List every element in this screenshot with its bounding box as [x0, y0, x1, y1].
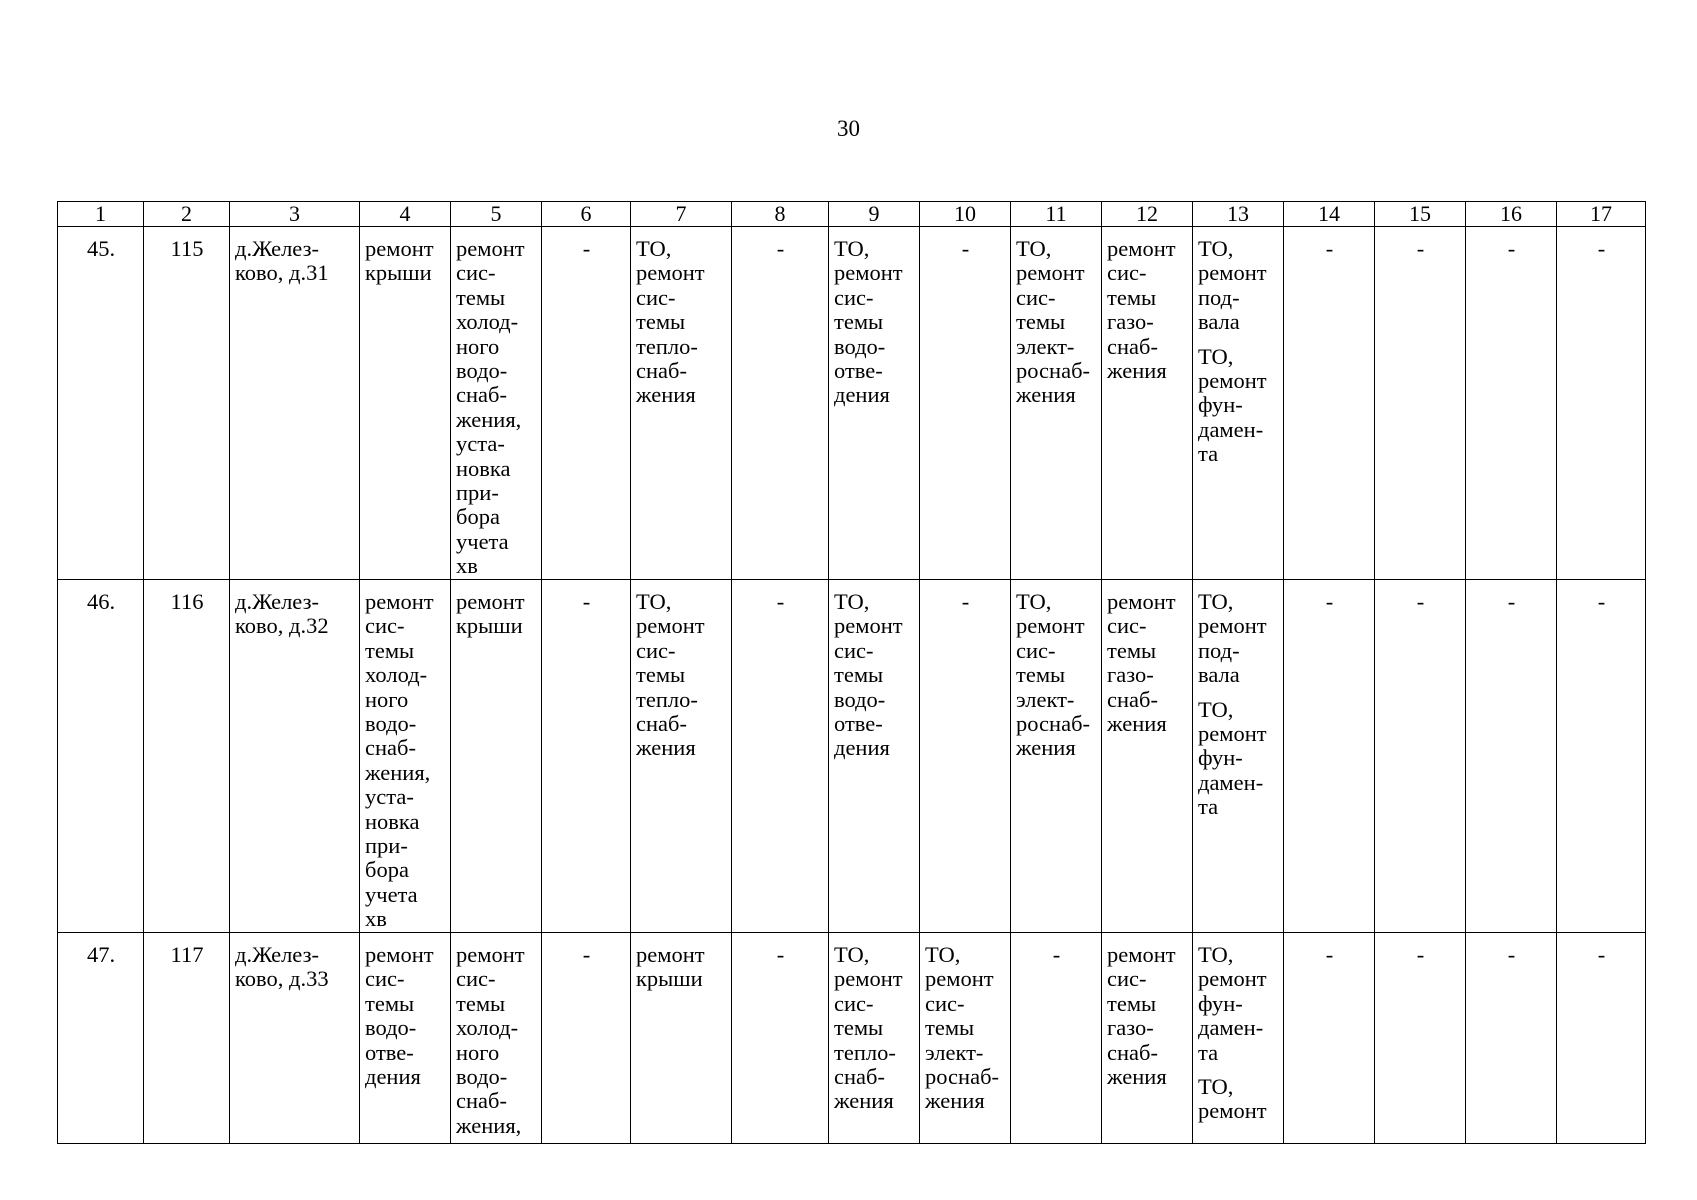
cell-text: - — [1597, 942, 1606, 967]
cell-text: роснаб- — [1016, 358, 1091, 384]
cell-text: жения — [925, 1088, 985, 1114]
cell-text: ремонт — [1016, 260, 1085, 286]
cell-text: уста- — [456, 431, 505, 457]
cell-text: ТО, — [834, 589, 870, 614]
cell-text: отве- — [834, 711, 883, 737]
cell-text: темы — [1016, 309, 1066, 335]
cell-text: фун- — [1198, 990, 1243, 1016]
cell-text: хв — [365, 906, 387, 932]
cell-text: жения, — [456, 406, 522, 432]
cell-text: ремонт — [456, 942, 525, 967]
table-cell-col-9 — [829, 227, 920, 580]
cell-text: ТО, — [925, 942, 961, 967]
cell-text: сис- — [365, 613, 405, 639]
cell-text: жения — [636, 735, 696, 761]
cell-text: ТО, — [1198, 696, 1234, 722]
table-cell-col-13 — [1193, 227, 1284, 580]
cell-text: 115 — [170, 236, 204, 261]
table-cell-col-14 — [1284, 933, 1375, 1144]
cell-text: ремонт — [636, 613, 705, 639]
cell-text: дения — [365, 1064, 421, 1090]
column-header-16: 16 — [1466, 202, 1557, 227]
cell-text: ремонт — [365, 589, 434, 614]
cell-text: газо- — [1107, 309, 1154, 335]
cell-text: бора — [365, 857, 409, 883]
table-cell-col-8 — [732, 227, 829, 580]
cell-text: крыши — [636, 966, 703, 992]
cell-text: сис- — [365, 966, 405, 992]
column-header-11: 11 — [1011, 202, 1102, 227]
cell-text: ремонт — [1198, 260, 1267, 286]
cell-text: фун- — [1198, 392, 1243, 418]
cell-text: газо- — [1107, 1015, 1154, 1041]
cell-text: холод- — [365, 662, 428, 688]
cell-text: под- — [1198, 637, 1240, 663]
table-cell-col-17 — [1557, 580, 1646, 933]
cell-text: - — [1507, 589, 1516, 614]
table-cell-col-3 — [230, 227, 360, 580]
cell-text: темы — [1016, 662, 1066, 688]
table-cell-col-1 — [58, 580, 144, 933]
cell-text: жения — [834, 1088, 894, 1114]
column-header-4: 4 — [360, 202, 451, 227]
cell-text: темы — [636, 662, 686, 688]
table-cell-col-2 — [144, 580, 230, 933]
cell-text: хв — [456, 553, 478, 579]
cell-text: - — [1052, 942, 1061, 967]
table-cell-col-16 — [1466, 580, 1557, 933]
cell-text: жения — [1107, 1064, 1167, 1090]
cell-text: снаб- — [1107, 333, 1158, 359]
table-cell-col-10 — [920, 580, 1011, 933]
cell-text: элект- — [925, 1039, 984, 1065]
cell-text: - — [582, 236, 591, 261]
cell-text: - — [776, 589, 785, 614]
cell-text: ремонт — [1198, 613, 1267, 639]
cell-text: снаб- — [456, 382, 507, 408]
cell-text: учета — [365, 881, 418, 907]
table-cell-col-7 — [631, 933, 732, 1144]
cell-text: водо- — [365, 1015, 417, 1041]
table-cell-col-1 — [58, 227, 144, 580]
cell-text: ремонт — [1107, 589, 1176, 614]
cell-text: крыши — [365, 260, 432, 286]
cell-text: отве- — [365, 1039, 414, 1065]
cell-text: - — [1325, 236, 1334, 261]
cell-text: - — [1325, 589, 1334, 614]
header-row — [58, 202, 1646, 227]
cell-text: ТО, — [636, 589, 672, 614]
column-header-8: 8 — [732, 202, 829, 227]
cell-text: - — [1416, 942, 1425, 967]
cell-text: тепло- — [636, 333, 698, 359]
cell-text: темы — [1107, 990, 1157, 1016]
column-header-7: 7 — [631, 202, 732, 227]
table-row — [58, 933, 1646, 1144]
table-cell-col-12 — [1102, 933, 1193, 1144]
cell-text: ремонт — [834, 966, 903, 992]
table-cell-col-6 — [542, 933, 631, 1144]
cell-text: 46. — [86, 589, 116, 614]
cell-text: сис- — [456, 966, 496, 992]
cell-text: элект- — [1016, 686, 1075, 712]
cell-text: водо- — [456, 1064, 508, 1090]
repair-schedule-table — [57, 201, 1646, 1144]
cell-text: вала — [1198, 662, 1240, 688]
cell-text: сис- — [1107, 966, 1147, 992]
cell-text: сис- — [1107, 260, 1147, 286]
cell-text: крыши — [456, 613, 523, 639]
table-cell-col-17 — [1557, 933, 1646, 1144]
cell-text: жения — [1107, 358, 1167, 384]
column-header-5: 5 — [451, 202, 542, 227]
cell-text: ремонт — [636, 942, 705, 967]
table-cell-col-14 — [1284, 227, 1375, 580]
cell-text: водо- — [834, 333, 886, 359]
cell-text: холод- — [456, 1015, 519, 1041]
cell-text: - — [961, 236, 970, 261]
cell-text: ТО, — [1016, 589, 1052, 614]
cell-text: снаб- — [1107, 686, 1158, 712]
cell-text: ного — [456, 333, 500, 359]
cell-text: фун- — [1198, 745, 1243, 771]
table-cell-col-5 — [451, 227, 542, 580]
cell-text: темы — [925, 1015, 975, 1041]
column-header-9: 9 — [829, 202, 920, 227]
cell-text: при- — [456, 480, 499, 506]
cell-text: темы — [834, 662, 884, 688]
cell-text: - — [1597, 236, 1606, 261]
cell-text: ного — [365, 686, 409, 712]
cell-text: та — [1198, 441, 1219, 467]
cell-text: уста- — [365, 784, 414, 810]
table-cell-col-12 — [1102, 580, 1193, 933]
cell-text: жения — [636, 382, 696, 408]
column-header-3: 3 — [230, 202, 360, 227]
column-header-14: 14 — [1284, 202, 1375, 227]
table-cell-col-10 — [920, 933, 1011, 1144]
cell-text: д.Желез- — [235, 942, 319, 967]
cell-text: - — [1507, 942, 1516, 967]
table-cell-col-17 — [1557, 227, 1646, 580]
cell-text: ремонт — [456, 589, 525, 614]
table-cell-col-7 — [631, 227, 732, 580]
cell-text: ремонт — [1198, 966, 1267, 992]
column-header-1: 1 — [58, 202, 144, 227]
table-cell-col-4 — [360, 227, 451, 580]
cell-text: роснаб- — [1016, 711, 1091, 737]
cell-text: ремонт — [1016, 613, 1085, 639]
table-cell-col-4 — [360, 933, 451, 1144]
table-cell-col-13 — [1193, 933, 1284, 1144]
cell-text: сис- — [1107, 613, 1147, 639]
page-number: 30 — [837, 116, 860, 141]
cell-text: - — [1507, 236, 1516, 261]
table-cell-col-9 — [829, 580, 920, 933]
table-cell-col-6 — [542, 227, 631, 580]
cell-text: д.Желез- — [235, 589, 319, 614]
cell-text: сис- — [1016, 284, 1056, 310]
table-row — [58, 580, 1646, 933]
cell-text: ково, д.31 — [235, 260, 329, 286]
table-cell-col-2 — [144, 933, 230, 1144]
cell-text: ремонт — [834, 260, 903, 286]
cell-text: ремонт — [1107, 236, 1176, 261]
table-body — [58, 227, 1646, 1144]
cell-text: ково, д.33 — [235, 966, 329, 992]
cell-text: 116 — [170, 589, 204, 614]
cell-text: дения — [834, 382, 890, 408]
column-header-12: 12 — [1102, 202, 1193, 227]
cell-text: тепло- — [834, 1039, 896, 1065]
cell-text: снаб- — [365, 735, 416, 761]
column-header-15: 15 — [1375, 202, 1466, 227]
cell-text: сис- — [834, 284, 874, 310]
table-cell-col-15 — [1375, 580, 1466, 933]
table-cell-col-13 — [1193, 580, 1284, 933]
cell-text: ремонт — [1198, 1098, 1267, 1124]
cell-text: темы — [834, 1015, 884, 1041]
cell-text: холод- — [456, 309, 519, 335]
table-cell-col-12 — [1102, 227, 1193, 580]
cell-text: дамен- — [1198, 1015, 1264, 1041]
cell-text: новка — [365, 808, 420, 834]
cell-text: ремонт — [1107, 942, 1176, 967]
cell-text: темы — [365, 637, 415, 663]
cell-text: жения — [1016, 735, 1076, 761]
cell-text: роснаб- — [925, 1064, 1000, 1090]
cell-text: сис- — [925, 990, 965, 1016]
cell-text: водо- — [456, 358, 508, 384]
table-row — [58, 227, 1646, 580]
cell-text: жения — [1107, 711, 1167, 737]
cell-text: жения, — [456, 1112, 522, 1138]
cell-text: ТО, — [1198, 942, 1234, 967]
table-cell-col-7 — [631, 580, 732, 933]
cell-text: снаб- — [834, 1064, 885, 1090]
cell-text: сис- — [636, 284, 676, 310]
table-cell-col-16 — [1466, 227, 1557, 580]
cell-text: ремонт — [925, 966, 994, 992]
cell-text: темы — [636, 309, 686, 335]
column-header-6: 6 — [542, 202, 631, 227]
cell-text: сис- — [456, 260, 496, 286]
cell-text: сис- — [636, 637, 676, 663]
cell-text: снаб- — [636, 358, 687, 384]
column-header-17: 17 — [1557, 202, 1646, 227]
cell-text: 47. — [86, 942, 116, 967]
cell-text: сис- — [834, 637, 874, 663]
cell-text: ТО, — [1198, 343, 1234, 369]
cell-text: вала — [1198, 309, 1240, 335]
cell-text: сис- — [834, 990, 874, 1016]
cell-text: д.Желез- — [235, 236, 319, 261]
table-cell-col-10 — [920, 227, 1011, 580]
cell-text: жения — [1016, 382, 1076, 408]
cell-text: ТО, — [636, 236, 672, 261]
table-cell-col-1 — [58, 933, 144, 1144]
cell-text: ТО, — [1198, 589, 1234, 614]
cell-text: ремонт — [365, 942, 434, 967]
table-cell-col-8 — [732, 580, 829, 933]
cell-text: темы — [1107, 637, 1157, 663]
cell-text: темы — [1107, 284, 1157, 310]
cell-text: новка — [456, 455, 511, 481]
cell-text: ного — [456, 1039, 500, 1065]
column-number-header — [58, 202, 1646, 227]
table-cell-col-3 — [230, 580, 360, 933]
table-cell-col-11 — [1011, 580, 1102, 933]
cell-text: дения — [834, 735, 890, 761]
column-header-13: 13 — [1193, 202, 1284, 227]
cell-text: жения, — [365, 759, 431, 785]
cell-text: 45. — [86, 236, 116, 261]
cell-text: темы — [456, 284, 506, 310]
cell-text: тепло- — [636, 686, 698, 712]
table-cell-col-2 — [144, 227, 230, 580]
cell-text: - — [776, 942, 785, 967]
cell-text: элект- — [1016, 333, 1075, 359]
cell-text: ремонт — [834, 613, 903, 639]
cell-text: - — [1325, 942, 1334, 967]
cell-text: - — [1597, 589, 1606, 614]
cell-text: ремонт — [456, 236, 525, 261]
cell-text: - — [1416, 236, 1425, 261]
table-cell-col-8 — [732, 933, 829, 1144]
cell-text: - — [582, 942, 591, 967]
cell-text: ремонт — [1198, 368, 1267, 394]
cell-text: ремонт — [365, 236, 434, 261]
cell-text: ТО, — [834, 942, 870, 967]
table-cell-col-5 — [451, 933, 542, 1144]
table-cell-col-5 — [451, 580, 542, 933]
cell-text: ремонт — [636, 260, 705, 286]
cell-text: снаб- — [1107, 1039, 1158, 1065]
table-cell-col-16 — [1466, 933, 1557, 1144]
table-cell-col-3 — [230, 933, 360, 1144]
table-cell-col-4 — [360, 580, 451, 933]
cell-text: при- — [365, 833, 408, 859]
cell-text: отве- — [834, 358, 883, 384]
cell-text: ТО, — [1198, 236, 1234, 261]
cell-text: снаб- — [636, 711, 687, 737]
cell-text: та — [1198, 794, 1219, 820]
cell-text: - — [776, 236, 785, 261]
cell-text: ТО, — [1016, 236, 1052, 261]
table-cell-col-11 — [1011, 227, 1102, 580]
table-cell-col-15 — [1375, 227, 1466, 580]
cell-text: снаб- — [456, 1088, 507, 1114]
cell-text: бора — [456, 504, 500, 530]
cell-text: под- — [1198, 284, 1240, 310]
cell-text: - — [1416, 589, 1425, 614]
cell-text: сис- — [1016, 637, 1056, 663]
cell-text: - — [961, 589, 970, 614]
cell-text: 117 — [170, 942, 204, 967]
cell-text: ково, д.32 — [235, 613, 329, 639]
cell-text: учета — [456, 528, 509, 554]
table-cell-col-6 — [542, 580, 631, 933]
cell-text: водо- — [834, 686, 886, 712]
column-header-10: 10 — [920, 202, 1011, 227]
table-cell-col-15 — [1375, 933, 1466, 1144]
cell-text: дамен- — [1198, 769, 1264, 795]
cell-text: темы — [365, 990, 415, 1016]
cell-text: водо- — [365, 711, 417, 737]
table-cell-col-14 — [1284, 580, 1375, 933]
table-cell-col-9 — [829, 933, 920, 1144]
cell-text: темы — [456, 990, 506, 1016]
cell-text: газо- — [1107, 662, 1154, 688]
cell-text: ТО, — [1198, 1074, 1234, 1100]
column-header-2: 2 — [144, 202, 230, 227]
cell-text: ТО, — [834, 236, 870, 261]
cell-text: дамен- — [1198, 416, 1264, 442]
cell-text: ремонт — [1198, 721, 1267, 747]
cell-text: темы — [834, 309, 884, 335]
cell-text: - — [582, 589, 591, 614]
table-cell-col-11 — [1011, 933, 1102, 1144]
cell-text: та — [1198, 1039, 1219, 1065]
